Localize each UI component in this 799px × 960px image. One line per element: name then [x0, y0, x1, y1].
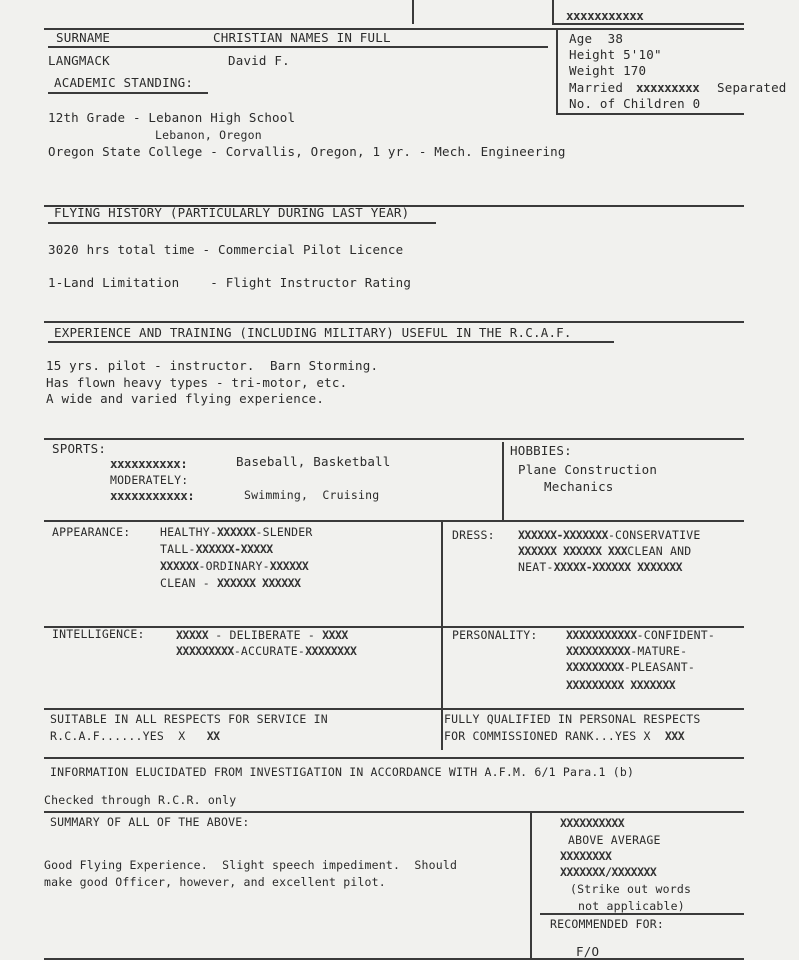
rule: [412, 0, 414, 24]
academic-line: 12th Grade - Lebanon High School: [48, 110, 296, 125]
struck-header: xxxxxxxxxxx: [566, 8, 644, 23]
strike-note: (Strike out words: [570, 882, 692, 896]
hobbies-line: Mechanics: [544, 479, 614, 494]
appearance-label: APPEARANCE:: [52, 525, 131, 539]
rule: [44, 321, 744, 323]
surname-label: SURNAME: [56, 30, 111, 45]
names-value: David F.: [228, 53, 290, 68]
children: No. of Children 0: [569, 96, 701, 111]
sports-struck: xxxxxxxxxx:: [110, 456, 188, 471]
experience-label: EXPERIENCE AND TRAINING (INCLUDING MILITARY) USEFUL IN THE R.C.A.F.: [54, 325, 572, 340]
rule: [556, 113, 744, 115]
sports-struck: xxxxxxxxxxx:: [110, 488, 195, 503]
age: Age 38: [569, 31, 624, 46]
personality-line: XXXXXXXXX XXXXXXX: [566, 678, 676, 692]
experience-line: A wide and varied flying experience.: [46, 391, 325, 406]
rating-struck: XXXXXXXXXX: [560, 816, 625, 830]
flying-line: 3020 hrs total time - Commercial Pilot Licence: [48, 242, 404, 257]
qualified-line: FULLY QUALIFIED IN PERSONAL RESPECTS: [444, 712, 701, 726]
hobbies-label: HOBBIES:: [510, 443, 572, 458]
personality-line: XXXXXXXXX-PLEASANT-: [566, 660, 696, 674]
suitable-line: SUITABLE IN ALL RESPECTS FOR SERVICE IN: [50, 712, 328, 726]
investigation-value: Checked through R.C.R. only: [44, 793, 237, 807]
summary-line: Good Flying Experience. Slight speech impediment. Should: [44, 858, 458, 872]
rating-struck: XXXXXXXX: [560, 849, 612, 863]
recommended-value: F/O: [576, 944, 600, 959]
sports-value: Baseball, Basketball: [236, 454, 391, 469]
rule: [530, 811, 532, 960]
academic-line: Oregon State College - Corvallis, Oregon, 1 yr. - Mech. Engineering: [48, 144, 566, 159]
rule: [552, 0, 554, 24]
married-label: Married: [569, 80, 624, 95]
suitable-line: R.C.A.F......YES X XX: [50, 729, 220, 743]
dress-line: NEAT-XXXXX-XXXXXX XXXXXXX: [518, 560, 683, 574]
rule: [44, 708, 744, 710]
qualified-line: FOR COMMISSIONED RANK...YES X XXX: [444, 729, 685, 743]
rule: [48, 46, 548, 48]
intelligence-label: INTELLIGENCE:: [52, 627, 145, 641]
rule: [44, 28, 744, 30]
rule: [48, 341, 614, 343]
rule: [44, 811, 744, 813]
hobbies-line: Plane Construction: [518, 462, 658, 477]
height: Height 5'10": [569, 47, 662, 62]
experience-line: 15 yrs. pilot - instructor. Barn Storming.: [46, 358, 379, 373]
appearance-line: CLEAN - XXXXXX XXXXXX: [160, 576, 301, 590]
academic-label: ACADEMIC STANDING:: [54, 75, 194, 90]
dress-line: XXXXXX-XXXXXXX-CONSERVATIVE: [518, 528, 701, 542]
rule: [44, 438, 744, 440]
names-label: CHRISTIAN NAMES IN FULL: [213, 30, 391, 45]
married-struck: xxxxxxxxx: [636, 80, 700, 95]
rating-struck: XXXXXXX/XXXXXXX: [560, 865, 657, 879]
personality-line: XXXXXXXXXX-MATURE-: [566, 644, 688, 658]
personality-line: XXXXXXXXXXX-CONFIDENT-: [566, 628, 716, 642]
recommended-label: RECOMMENDED FOR:: [550, 917, 664, 931]
strike-note: not applicable): [578, 899, 685, 913]
sports-value: Swimming, Cruising: [244, 488, 380, 502]
flying-label: FLYING HISTORY (PARTICULARLY DURING LAST YEAR): [54, 205, 410, 220]
rule: [502, 442, 504, 522]
married-value: Separated: [717, 80, 787, 95]
dress-line: XXXXXX XXXXXX XXXCLEAN AND: [518, 544, 692, 558]
dress-label: DRESS:: [452, 528, 495, 542]
rating-above-average: ABOVE AVERAGE: [568, 833, 661, 847]
summary-line: make good Officer, however, and excellent pilot.: [44, 875, 386, 889]
experience-line: Has flown heavy types - tri-motor, etc.: [46, 375, 348, 390]
rule: [44, 520, 744, 522]
rule: [48, 222, 436, 224]
appearance-line: XXXXXX-ORDINARY-XXXXXX: [160, 559, 309, 573]
sports-label: SPORTS:: [52, 441, 107, 456]
appearance-line: HEALTHY-XXXXXX-SLENDER: [160, 525, 313, 539]
sports-moderately: MODERATELY:: [110, 473, 189, 487]
investigation-label: INFORMATION ELUCIDATED FROM INVESTIGATION IN ACCORDANCE WITH A.F.M. 6/1 Para.1 (b): [50, 765, 635, 779]
rule: [441, 520, 443, 750]
rule: [556, 28, 558, 114]
intelligence-line: XXXXX - DELIBERATE - XXXX: [176, 628, 348, 642]
rule: [48, 92, 208, 94]
academic-line: Lebanon, Oregon: [155, 128, 262, 142]
summary-label: SUMMARY OF ALL OF THE ABOVE:: [50, 815, 250, 829]
rule: [44, 757, 744, 759]
personality-label: PERSONALITY:: [452, 628, 538, 642]
weight: Weight 170: [569, 63, 647, 78]
intelligence-line: XXXXXXXXX-ACCURATE-XXXXXXXX: [176, 644, 357, 658]
appearance-line: TALL-XXXXXX-XXXXX: [160, 542, 273, 556]
surname-value: LANGMACK: [48, 53, 110, 68]
rule: [44, 958, 744, 960]
flying-line: 1-Land Limitation - Flight Instructor Rating: [48, 275, 412, 290]
